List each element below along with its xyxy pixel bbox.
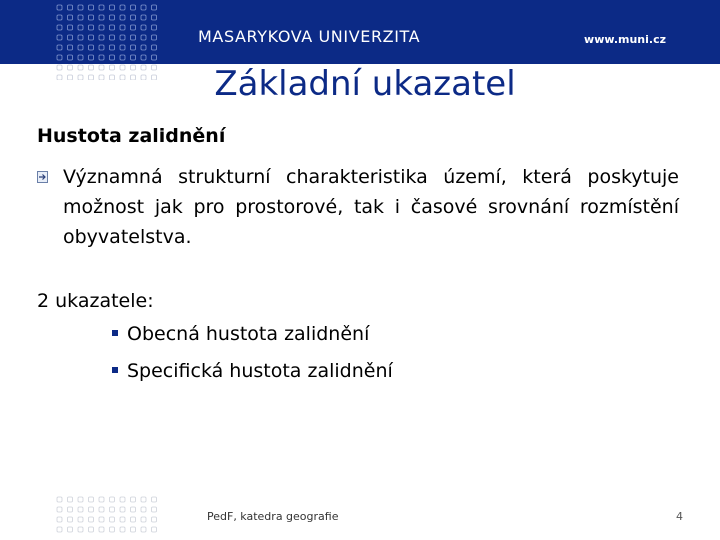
- page-number: 4: [676, 510, 683, 523]
- list-item: [112, 323, 369, 345]
- logo-dot-grid: [56, 4, 168, 62]
- list-item: [112, 360, 393, 382]
- square-bullet-icon: [112, 330, 118, 336]
- slide-title: Základní ukazatel: [214, 64, 516, 104]
- indicators-heading: 2 ukazatele:: [37, 290, 154, 312]
- footer-dot-grid: [56, 496, 168, 538]
- definition-text: Významná strukturní charakteristika území, která poskytuje možnost jak pro prostorové, tak i časové srovnání rozmístění obyvatelstva.: [63, 166, 679, 248]
- header-bar: [0, 0, 720, 64]
- university-name: MASARYKOVA UNIVERZITA: [198, 27, 421, 46]
- list-item-label: Specifická hustota zalidnění: [127, 360, 393, 382]
- footer-text: PedF, katedra geografie: [207, 510, 339, 523]
- section-heading: Hustota zalidnění: [37, 125, 226, 147]
- square-bullet-icon: [112, 367, 118, 373]
- list-item-label: Obecná hustota zalidnění: [127, 323, 370, 345]
- arrow-bullet-icon: [37, 171, 48, 183]
- website-link[interactable]: www.muni.cz: [584, 33, 666, 46]
